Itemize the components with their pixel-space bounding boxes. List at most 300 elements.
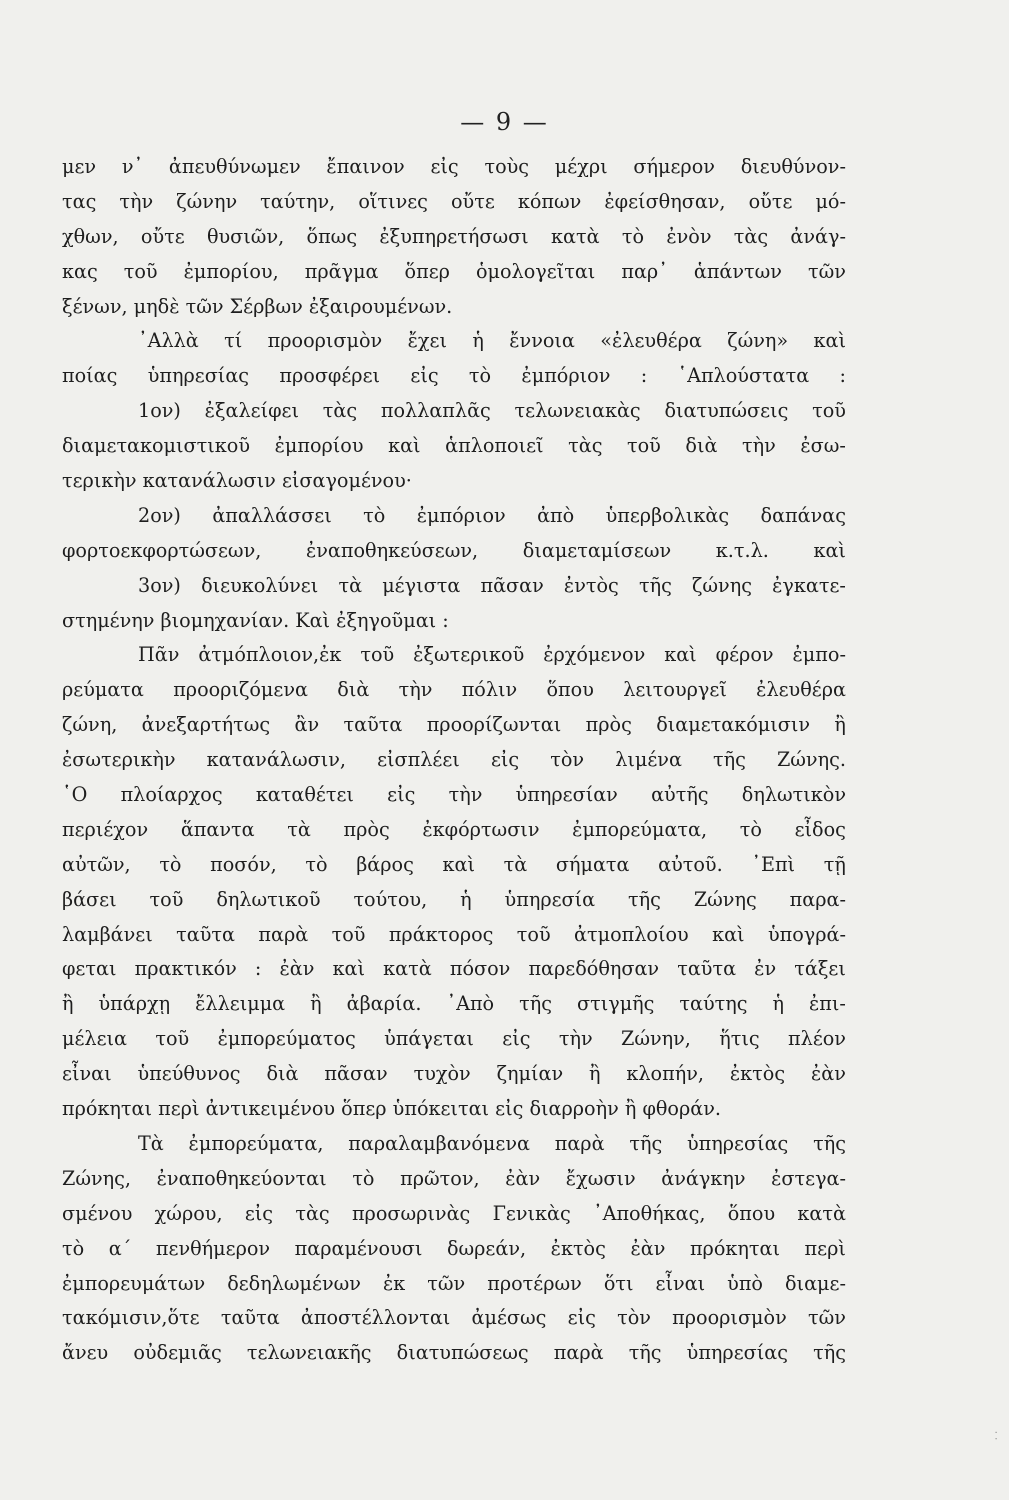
word: Ζώνης	[693, 887, 757, 911]
word: δεδηλωμένων	[227, 1271, 361, 1295]
word: θυσιῶν,	[206, 224, 285, 248]
word: κ.τ.λ.	[715, 538, 769, 562]
word: εἰσπλέει	[377, 748, 460, 772]
word: περὶ	[804, 1236, 846, 1260]
word: παραμένουσι	[294, 1236, 423, 1260]
word: οὔτε	[748, 189, 793, 213]
word: ἔλλειμμα	[195, 992, 286, 1016]
word: τοῦ	[123, 259, 158, 283]
word: τοῦ	[360, 643, 395, 667]
word: διὰ	[266, 1062, 299, 1086]
word: ἀτμοπλοίου	[574, 922, 689, 946]
word: Τὰ	[138, 1131, 164, 1155]
word: αὐτῶν,	[62, 852, 131, 876]
body-text	[62, 150, 846, 1371]
word: ποίας	[62, 364, 118, 388]
word: πολλαπλᾶς	[380, 399, 491, 423]
word: τάξει	[794, 957, 846, 981]
word: μέχρι	[554, 155, 608, 178]
word: προσωρινὰς	[351, 1201, 471, 1225]
word: ἀπὸ	[537, 503, 575, 527]
word: προοριζόμενα	[173, 678, 308, 702]
word: ταῦτα	[220, 1306, 280, 1330]
word: διαμετακόμισιν	[656, 713, 811, 737]
word: ὑπηρεσία	[504, 887, 596, 911]
word: τῆς	[813, 1341, 846, 1365]
word: ἔννοια	[509, 329, 575, 353]
word: ὑπηρεσίας	[147, 364, 250, 388]
word: τὰ	[338, 573, 363, 597]
word: ἐνὸν	[666, 224, 712, 248]
text-line	[62, 150, 846, 185]
word: ἐφείσθησαν,	[604, 189, 726, 213]
word: στιγμῆς	[576, 992, 655, 1016]
word: οὔτε	[140, 224, 185, 248]
word: ἐναποθηκεύονται	[156, 1166, 327, 1190]
word: ἀμέσως	[471, 1306, 547, 1330]
word: παρ᾽	[621, 259, 668, 283]
text-line	[62, 1197, 846, 1232]
word: φέρον	[715, 643, 774, 667]
word: ὅπου	[727, 1201, 776, 1225]
word: πόσον	[449, 957, 511, 981]
word: ἐσω-	[800, 434, 846, 458]
text-line	[62, 1232, 846, 1267]
word: τὸν	[550, 748, 585, 772]
word: ὑπερβολικὰς	[605, 503, 730, 527]
word: ἁπάντων	[693, 259, 782, 283]
word: ὑπηρεσίαν	[515, 783, 618, 807]
text-line	[62, 359, 846, 394]
word: 3ον)	[138, 573, 181, 597]
word: καὶ	[664, 643, 697, 667]
word: πρακτικόν	[134, 957, 237, 981]
word: ταύτης	[679, 992, 748, 1016]
word: διευκολύνει	[201, 573, 319, 597]
text-line	[62, 324, 846, 359]
word: ἀπευθύνωμεν	[168, 155, 301, 178]
word: ἐγκατε-	[772, 573, 846, 597]
word: εἶδος	[794, 817, 846, 841]
word: ἐσωτερικὴν	[62, 748, 176, 772]
word: ἀνεξαρτήτως	[141, 713, 271, 737]
text-line	[62, 813, 846, 848]
word: Ζώνην,	[621, 1027, 691, 1051]
text-line	[62, 394, 846, 429]
word: κατανάλωσιν,	[206, 748, 346, 772]
word: καὶ	[813, 329, 846, 353]
word: ζημίαν	[496, 1062, 564, 1086]
word: εἶναι	[62, 1062, 112, 1086]
word: τὴν	[119, 189, 154, 213]
word: χθων,	[62, 224, 119, 248]
gutter-mark: · ·	[989, 1430, 1001, 1441]
word: τὴν	[398, 678, 433, 702]
word: ὑπεύθυνος	[137, 1062, 241, 1086]
word: διαμεταμίσεων	[522, 538, 672, 562]
word: τῶν	[807, 1306, 846, 1330]
word: τούτου,	[353, 887, 428, 911]
word: προορίζωνται	[426, 713, 562, 737]
word: ἐμπόριον	[416, 503, 506, 527]
text-line	[62, 987, 846, 1022]
word: τὰς	[322, 399, 358, 423]
word: ἐν	[754, 957, 777, 981]
word: οἵτινες	[358, 189, 428, 213]
word: καὶ	[813, 538, 846, 562]
text-line	[62, 255, 846, 290]
word: προτέρων	[487, 1271, 582, 1295]
text-line: στημένην βιομηχανίαν. Καὶ ἐξηγοῦμαι :	[62, 608, 449, 632]
word: ἐὰν	[505, 1166, 541, 1190]
word: τὰ	[503, 852, 528, 876]
word: προορισμὸν	[672, 1306, 787, 1330]
page-number: — 9 —	[460, 108, 549, 136]
word: πρᾶγμα	[304, 259, 379, 283]
word: πλέον	[788, 1027, 846, 1051]
word: ἀπαλλάσσει	[212, 503, 332, 527]
word: τῶν	[808, 259, 846, 283]
word: τὰς	[295, 1201, 330, 1225]
word: Γενικὰς	[492, 1201, 571, 1225]
text-line	[62, 743, 846, 778]
word: Πᾶν	[138, 643, 180, 667]
word: ἀποστέλλονται	[300, 1306, 451, 1330]
text-line	[62, 1301, 846, 1336]
word: μεν	[62, 155, 97, 178]
word: τῆς	[628, 887, 661, 911]
word: ἔχει	[407, 329, 447, 353]
word: πᾶσαν	[480, 573, 544, 597]
word: τὸ	[305, 852, 328, 876]
word: ἥτις	[719, 1027, 760, 1051]
word: ᾽Αλλὰ	[138, 329, 199, 353]
word: ἐὰν	[630, 1236, 666, 1260]
word: ἐντὸς	[563, 573, 619, 597]
word: τοῦ	[331, 922, 366, 946]
word: τοῦ	[516, 922, 551, 946]
word: εἰς	[410, 364, 439, 388]
word: προσφέρει	[279, 364, 381, 388]
word: ἁπλοποιεῖ	[445, 434, 544, 458]
word: :	[839, 364, 846, 388]
word: :	[640, 364, 648, 388]
word: πᾶσαν	[324, 1062, 388, 1086]
word: διὰ	[685, 434, 718, 458]
word: ἢ	[589, 1062, 601, 1086]
word: τοὺς	[484, 155, 530, 178]
word: τὸ	[739, 817, 762, 841]
word: καὶ	[442, 852, 475, 876]
word: ζώνην	[176, 189, 238, 213]
word: διὰ	[337, 678, 370, 702]
word: σήματα	[555, 852, 630, 876]
word: Ζώνης,	[62, 1166, 131, 1190]
word: ἡ	[772, 992, 784, 1016]
word: παρα-	[789, 887, 846, 911]
word: ἅπαντα	[180, 817, 255, 841]
word: ρεύματα	[62, 678, 144, 702]
word: ἐμπορεύματος	[217, 1027, 356, 1051]
text-line	[62, 185, 846, 220]
word: ἐμπορεύματα,	[188, 1131, 324, 1155]
word: τὴν	[448, 783, 483, 807]
text-line	[62, 1162, 846, 1197]
text-line	[62, 883, 846, 918]
word: τυχὸν	[413, 1062, 471, 1086]
word: ῾Απλούστατα	[677, 364, 810, 388]
word: εἰς	[387, 783, 416, 807]
word: κας	[62, 259, 98, 283]
word: τῆς	[638, 573, 672, 597]
word: ταῦτα	[677, 957, 737, 981]
word: ζώνης	[692, 573, 752, 597]
word: κόπων	[517, 189, 582, 213]
word: ἐξυπηρετήσωσι	[379, 224, 529, 248]
word: τῆς	[713, 748, 746, 772]
word: ταῦτα	[343, 713, 403, 737]
word: πρὸς	[343, 817, 390, 841]
word: διατυπώσεις	[664, 399, 789, 423]
word: δηλωτικὸν	[741, 783, 846, 807]
word: ἐξωτερικοῦ	[413, 643, 525, 667]
word: περιέχον	[62, 817, 149, 841]
word: ἔπαινον	[326, 155, 405, 178]
word: ἐξαλείφει	[204, 399, 300, 423]
word: τὰς	[733, 224, 769, 248]
word: ὅπερ	[404, 259, 450, 283]
word: εἶναι	[655, 1271, 706, 1295]
word: πρόκηται	[689, 1236, 780, 1260]
text-line	[62, 778, 846, 813]
word: τὴν	[558, 1027, 593, 1051]
text-line	[62, 673, 846, 708]
word: οὔτε	[451, 189, 495, 213]
word: ἀνάγ-	[790, 224, 846, 248]
word: τὰ	[287, 817, 311, 841]
word: 1ον)	[138, 399, 181, 423]
word: ἐλευθέρα	[756, 678, 846, 702]
word: κατὰ	[797, 1201, 846, 1225]
word: τὸ	[468, 364, 492, 388]
word: ὅτι	[603, 1271, 634, 1295]
word: 2ον)	[138, 503, 181, 527]
text-line	[62, 1057, 846, 1092]
word: εἰς	[502, 1027, 531, 1051]
word: διευθύνον-	[740, 155, 846, 178]
word: ἐπι-	[809, 992, 846, 1016]
word: τὸ	[363, 503, 386, 527]
word: ταύτην,	[260, 189, 336, 213]
word: τοῦ	[149, 887, 184, 911]
word: σήμερον	[633, 155, 715, 178]
text-line: πρόκηται περὶ ἀντικειμένου ὅπερ ὑπόκειται εἰς διαρροὴν ἢ φθοράν.	[62, 1097, 721, 1121]
text-line	[62, 952, 846, 987]
word: ὑπὸ	[727, 1271, 763, 1295]
word: ζώνη»	[727, 329, 789, 353]
word: ἢ	[62, 992, 74, 1016]
word: ὑπηρεσίας	[686, 1341, 788, 1365]
word: δαπάνας	[760, 503, 846, 527]
word: ἢ	[834, 713, 846, 737]
word: ᾽Επὶ	[751, 852, 796, 876]
word: εἰς	[490, 748, 520, 772]
word: ἐμπορίου	[274, 434, 364, 458]
word: ταῦτα	[176, 922, 235, 946]
word: ὅπως	[306, 224, 358, 248]
word: τί	[224, 329, 243, 353]
word: παρὰ	[258, 922, 309, 946]
word: ἐμπόριον	[521, 364, 611, 388]
word: εἰς	[567, 1306, 596, 1330]
word: βάρος	[356, 852, 414, 876]
text-line	[62, 1267, 846, 1302]
word: καὶ	[332, 957, 366, 981]
word: ἐὰν	[279, 957, 315, 981]
word: πρὸς	[585, 713, 632, 737]
word: ἄνευ	[62, 1341, 109, 1365]
word: ᾽Αποθήκας,	[593, 1201, 706, 1225]
word: ὑπηρεσίας	[686, 1131, 789, 1155]
word: τοῦ	[812, 399, 846, 423]
text-line	[62, 1127, 846, 1162]
word: τὸ	[621, 224, 645, 248]
word: τελωνειακὰς	[514, 399, 641, 423]
word: διατυπώσεως	[396, 1341, 529, 1365]
word: πρῶτον,	[400, 1166, 480, 1190]
word: τὴν	[742, 434, 776, 458]
word: τας	[62, 189, 97, 213]
word: ὑπάγεται	[384, 1027, 474, 1051]
word: τὸ	[352, 1166, 375, 1190]
word: λειτουργεῖ	[623, 678, 727, 702]
word: ὑπογρά-	[767, 922, 846, 946]
word: :	[254, 957, 262, 981]
word: ἔχωσιν	[565, 1166, 636, 1190]
word: ῾Ο	[62, 783, 88, 807]
word: λιμένα	[615, 748, 682, 772]
word: μό-	[815, 189, 846, 213]
word: εἰς	[244, 1201, 274, 1225]
word: πενθήμερον	[155, 1236, 271, 1260]
word: ἡ	[460, 887, 472, 911]
word: ἐὰν	[810, 1062, 846, 1086]
word: «ἐλευθέρα	[600, 329, 702, 353]
text-line	[62, 220, 846, 255]
text-line	[62, 708, 846, 743]
word: διαμε-	[785, 1271, 846, 1295]
word: ἐμπορίου,	[183, 259, 279, 283]
word: ἐμπορευμάτων	[62, 1271, 206, 1295]
word: ἐμπο-	[792, 643, 846, 667]
word: χώρου,	[154, 1201, 223, 1225]
word: ἐκτὸς	[550, 1236, 606, 1260]
word: μέλεια	[62, 1027, 127, 1051]
word: ἐκφόρτωσιν	[422, 817, 540, 841]
word: τακόμισιν,ὅτε	[62, 1306, 200, 1330]
word: οὐδεμιᾶς	[133, 1341, 222, 1365]
word: σμένου	[62, 1201, 133, 1225]
word: ὅπου	[546, 678, 594, 702]
word: ἀτμόπλοιον,ἐκ	[198, 643, 342, 667]
text-line	[62, 429, 846, 464]
word: ἐκ	[382, 1271, 406, 1295]
word: ἀνάγκην	[661, 1166, 746, 1190]
word: ἐστεγα-	[771, 1166, 846, 1190]
word: λαμβάνει	[62, 922, 153, 946]
text-line	[62, 499, 846, 534]
word: καταθέτει	[255, 783, 354, 807]
word: ποσόν,	[210, 852, 277, 876]
word: ἂν	[294, 713, 320, 737]
word: ἡ	[472, 329, 484, 353]
word: τὸ	[62, 1236, 85, 1260]
word: ἐρχόμενον	[543, 643, 646, 667]
word: πράκτορος	[388, 922, 494, 946]
text-line: τερικὴν κατανάλωσιν εἰσαγομένου·	[62, 469, 412, 493]
word: τῶν	[427, 1271, 466, 1295]
word: ἀβαρία.	[346, 992, 422, 1016]
word: κατὰ	[383, 957, 432, 981]
text-line	[62, 534, 846, 569]
word: ᾽Απὸ	[446, 992, 495, 1016]
text-line	[62, 1336, 846, 1371]
word: ἢ	[310, 992, 322, 1016]
text-line	[62, 848, 846, 883]
word: εἰς	[430, 155, 459, 178]
word: ἐκτὸς	[729, 1062, 786, 1086]
word: τὰς	[568, 434, 603, 458]
word: τῆς	[813, 1131, 846, 1155]
word: τελωνειακῆς	[246, 1341, 372, 1365]
word: μέγιστα	[382, 573, 461, 597]
text-line	[62, 638, 846, 673]
word: αὐτοῦ.	[658, 852, 723, 876]
word: παρὰ	[553, 1341, 604, 1365]
word: προορισμὸν	[267, 329, 383, 353]
word: παρὰ	[554, 1131, 605, 1155]
word: ὁμολογεῖται	[475, 259, 596, 283]
word: δηλωτικοῦ	[216, 887, 321, 911]
word: καὶ	[712, 922, 745, 946]
text-line	[62, 1022, 846, 1057]
word: ἐναποθηκεύσεων,	[305, 538, 479, 562]
word: τοῦ	[627, 434, 661, 458]
word: αὐτῆς	[651, 783, 709, 807]
text-line	[62, 918, 846, 953]
word: πόλιν	[461, 678, 518, 702]
word: κατὰ	[551, 224, 600, 248]
word: διαμετακομιστικοῦ	[62, 434, 250, 458]
word: τὸν	[617, 1306, 651, 1330]
word: τῆς	[628, 1341, 662, 1365]
word: τὸ	[159, 852, 182, 876]
word: παρεδόθησαν	[528, 957, 660, 981]
word: ν᾽	[121, 155, 144, 178]
word: φεται	[62, 957, 117, 981]
word: καὶ	[388, 434, 421, 458]
word: τῆς	[519, 992, 552, 1016]
word: τῇ	[823, 852, 846, 876]
text-line	[62, 569, 846, 604]
word: α΄	[108, 1236, 132, 1260]
word: τοῦ	[155, 1027, 190, 1051]
text-line: ξένων, μηδὲ τῶν Σέρβων ἐξαιρουμένων.	[62, 294, 453, 318]
word: βάσει	[62, 887, 117, 911]
word: ὑπάρχῃ	[98, 992, 171, 1016]
word: Ζώνης.	[776, 748, 846, 772]
word: τῆς	[629, 1131, 663, 1155]
